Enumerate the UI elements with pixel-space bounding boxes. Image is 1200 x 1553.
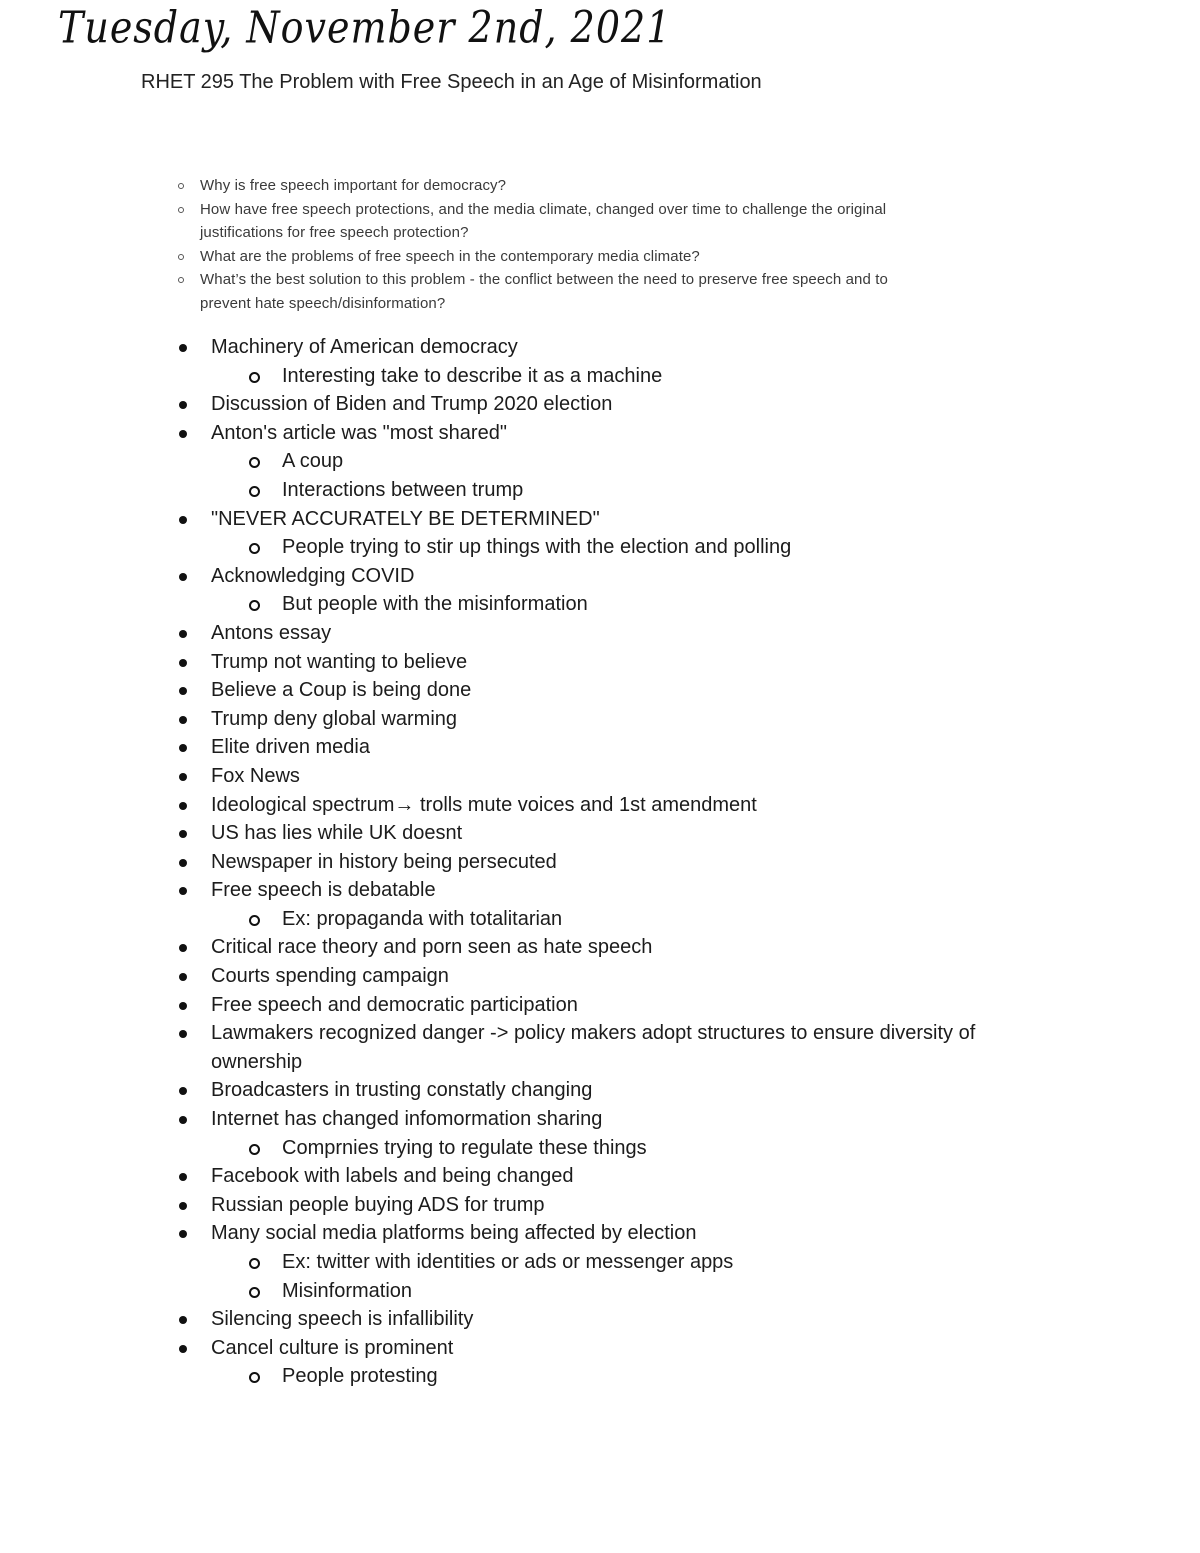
sub-note-item: Comprnies trying to regulate these things [176,1134,1056,1163]
sub-note-item: A coup [176,447,1056,476]
note-item: US has lies while UK doesnt [176,819,1056,848]
question-item: What’s the best solution to this problem - the conflict between the need to preserve free speech and to prevent hate speech/disinformation? [176,268,936,315]
sub-note-item: People protesting [176,1362,1056,1391]
sub-note-item: But people with the misinformation [176,590,1056,619]
sub-note-item: People trying to stir up things with the election and polling [176,533,1056,562]
note-item: Free speech and democratic participation [176,991,1056,1020]
note-item: Critical race theory and porn seen as hate speech [176,933,1056,962]
note-item: Anton's article was "most shared" [176,419,1056,448]
note-item: Discussion of Biden and Trump 2020 election [176,390,1056,419]
note-item: Internet has changed infomormation sharing [176,1105,1056,1134]
discussion-questions-list [176,174,936,315]
note-item: Cancel culture is prominent [176,1334,1056,1363]
note-item: Acknowledging COVID [176,562,1056,591]
note-item: Fox News [176,762,1056,791]
note-item: Broadcasters in trusting constatly changing [176,1076,1056,1105]
sub-note-item: Ex: propaganda with totalitarian [176,905,1056,934]
handwritten-date: Tuesday, November 2nd, 2021 [58,2,672,53]
note-item: Elite driven media [176,733,1056,762]
note-item: Believe a Coup is being done [176,676,1056,705]
note-item: Facebook with labels and being changed [176,1162,1056,1191]
sub-note-item: Misinformation [176,1277,1056,1306]
note-item: Many social media platforms being affected by election [176,1219,1056,1248]
note-item: Silencing speech is infallibility [176,1305,1056,1334]
sub-note-item: Ex: twitter with identities or ads or messenger apps [176,1248,1056,1277]
sub-note-item: Interactions between trump [176,476,1056,505]
notes-list [176,333,1056,1391]
note-item: Russian people buying ADS for trump [176,1191,1056,1220]
question-item: Why is free speech important for democracy? [176,174,936,198]
note-item: Lawmakers recognized danger -> policy makers adopt structures to ensure diversity of ownership [176,1019,1056,1076]
note-item: Machinery of American democracy [176,333,1056,362]
note-item: Antons essay [176,619,1056,648]
sub-note-item: Interesting take to describe it as a machine [176,362,1056,391]
note-item: Ideological spectrum→ trolls mute voices and 1st amendment [176,791,1056,820]
course-title: RHET 295 The Problem with Free Speech in an Age of Misinformation [141,71,762,93]
question-item: What are the problems of free speech in the contemporary media climate? [176,245,936,269]
question-item: How have free speech protections, and the media climate, changed over time to challenge the original justifications for free speech protection? [176,198,936,245]
note-item: Trump deny global warming [176,705,1056,734]
note-item: Courts spending campaign [176,962,1056,991]
note-item: Trump not wanting to believe [176,648,1056,677]
note-item: Newspaper in history being persecuted [176,848,1056,877]
note-item: Free speech is debatable [176,876,1056,905]
note-item: "NEVER ACCURATELY BE DETERMINED" [176,505,1056,534]
